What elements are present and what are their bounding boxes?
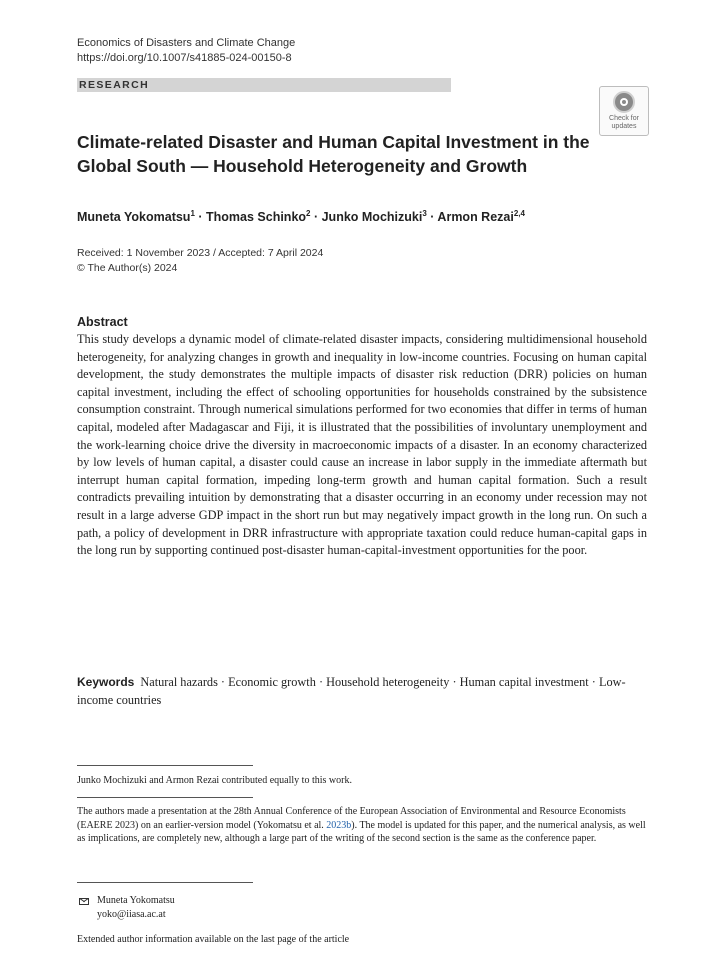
copyright-line: © The Author(s) 2024 [77, 262, 178, 274]
author-affiliation: 1 [190, 209, 195, 218]
corresponding-author-name: Muneta Yokomatsu [97, 895, 175, 906]
author-list: Muneta Yokomatsu$^1$ · Thomas Schinko$^2$ · Junko Mochizuki$^3$ · Armon Rezai$^{2,4}$ [77, 209, 525, 225]
correspondence-block [97, 894, 175, 921]
presentation-note: The authors made a presentation at the 28th Annual Conference of the European Association of Environmental and Resource Economists (EAERE 2023) on an earlier-version model (Yokomatsu et al. 2023b). The model is updated for this paper, and the numerical analysis, as well as implications, are completely new, although a large part of the writing of the second section is the same as the conference paper. [77, 806, 646, 844]
journal-header [77, 36, 295, 66]
keywords-block [77, 673, 647, 709]
author-name[interactable]: Junko Mochizuki [321, 210, 423, 225]
article-dates [77, 246, 323, 276]
update-check-icon [613, 91, 635, 113]
footnote-divider [77, 765, 253, 766]
badge-text: Check for updates [609, 115, 639, 130]
abstract-text: This study develops a dynamic model of climate-related disaster impacts, considering multidimensional household heterogeneity, for analyzing changes in growth and inequality in low-income countries. Focusing on human capital development, the study demonstrates the multiple impacts of disaster risk reduction (DRR) policies on human capital investment, including the effect of schooling opportunities for households constrained by the subsistence consumption constraint. Through numerical simulations performed for two economies that differ in terms of human capital, modeled after Madagascar and Fiji, it is illustrated that the possibilities of involuntary unemployment and the work-learning choice drive the diversity in macroeconomic impacts of a disaster. In an economy characterized by low levels of human capital, a disaster could cause an increase in labor supply in the immediate aftermath but interrupt human capital formation, impeding long-term growth and human capital formation. Such a result contradicts prevailing intuition by demonstrating that a disaster occurring in an economy under recession may not result in a large adverse GDP impact in the short run but may negatively impact growth in the long run. On such a path, a policy of development in DRR infrastructure with appropriate taxation could reduce human-capital gaps in the long run by supporting continued post-disaster human-capital-investment opportunities for the poor. [77, 332, 647, 558]
equal-contribution-note: Junko Mochizuki and Armon Rezai contributed equally to this work. [77, 775, 352, 786]
citation-link[interactable]: 2023b [326, 819, 352, 831]
keywords-text: Natural hazards · Economic growth · Household heterogeneity · Human capital investment · Low-income countries [77, 675, 626, 707]
footnote-divider [77, 882, 253, 883]
author-affiliation: 2 [306, 209, 311, 218]
check-for-updates-badge[interactable] [599, 86, 649, 136]
section-label: RESEARCH [79, 79, 150, 91]
corresponding-author-email[interactable]: yoko@iiasa.ac.at [97, 908, 166, 920]
author-affiliation: 2,4 [513, 209, 525, 218]
doi-link[interactable]: https://doi.org/10.1007/s41885-024-00150-8 [77, 52, 292, 64]
footnote-divider [77, 797, 253, 798]
article-title: Climate-related Disaster and Human Capital Investment in the Global South — Household Heterogeneity and Growth [77, 132, 590, 176]
author-name[interactable]: Thomas Schinko [206, 210, 307, 225]
author-affiliation: 3 [422, 209, 427, 218]
keywords-label: Keywords [77, 675, 135, 689]
extended-author-info: Extended author information available on the last page of the article [77, 934, 350, 945]
journal-name: Economics of Disasters and Climate Change [77, 37, 296, 49]
received-accepted-dates: Received: 1 November 2023 / Accepted: 7 April 2024 [77, 247, 324, 259]
author-name[interactable]: Armon Rezai [437, 210, 514, 225]
envelope-icon [79, 898, 89, 905]
abstract-heading: Abstract [77, 315, 128, 329]
author-name[interactable]: Muneta Yokomatsu [77, 210, 191, 225]
